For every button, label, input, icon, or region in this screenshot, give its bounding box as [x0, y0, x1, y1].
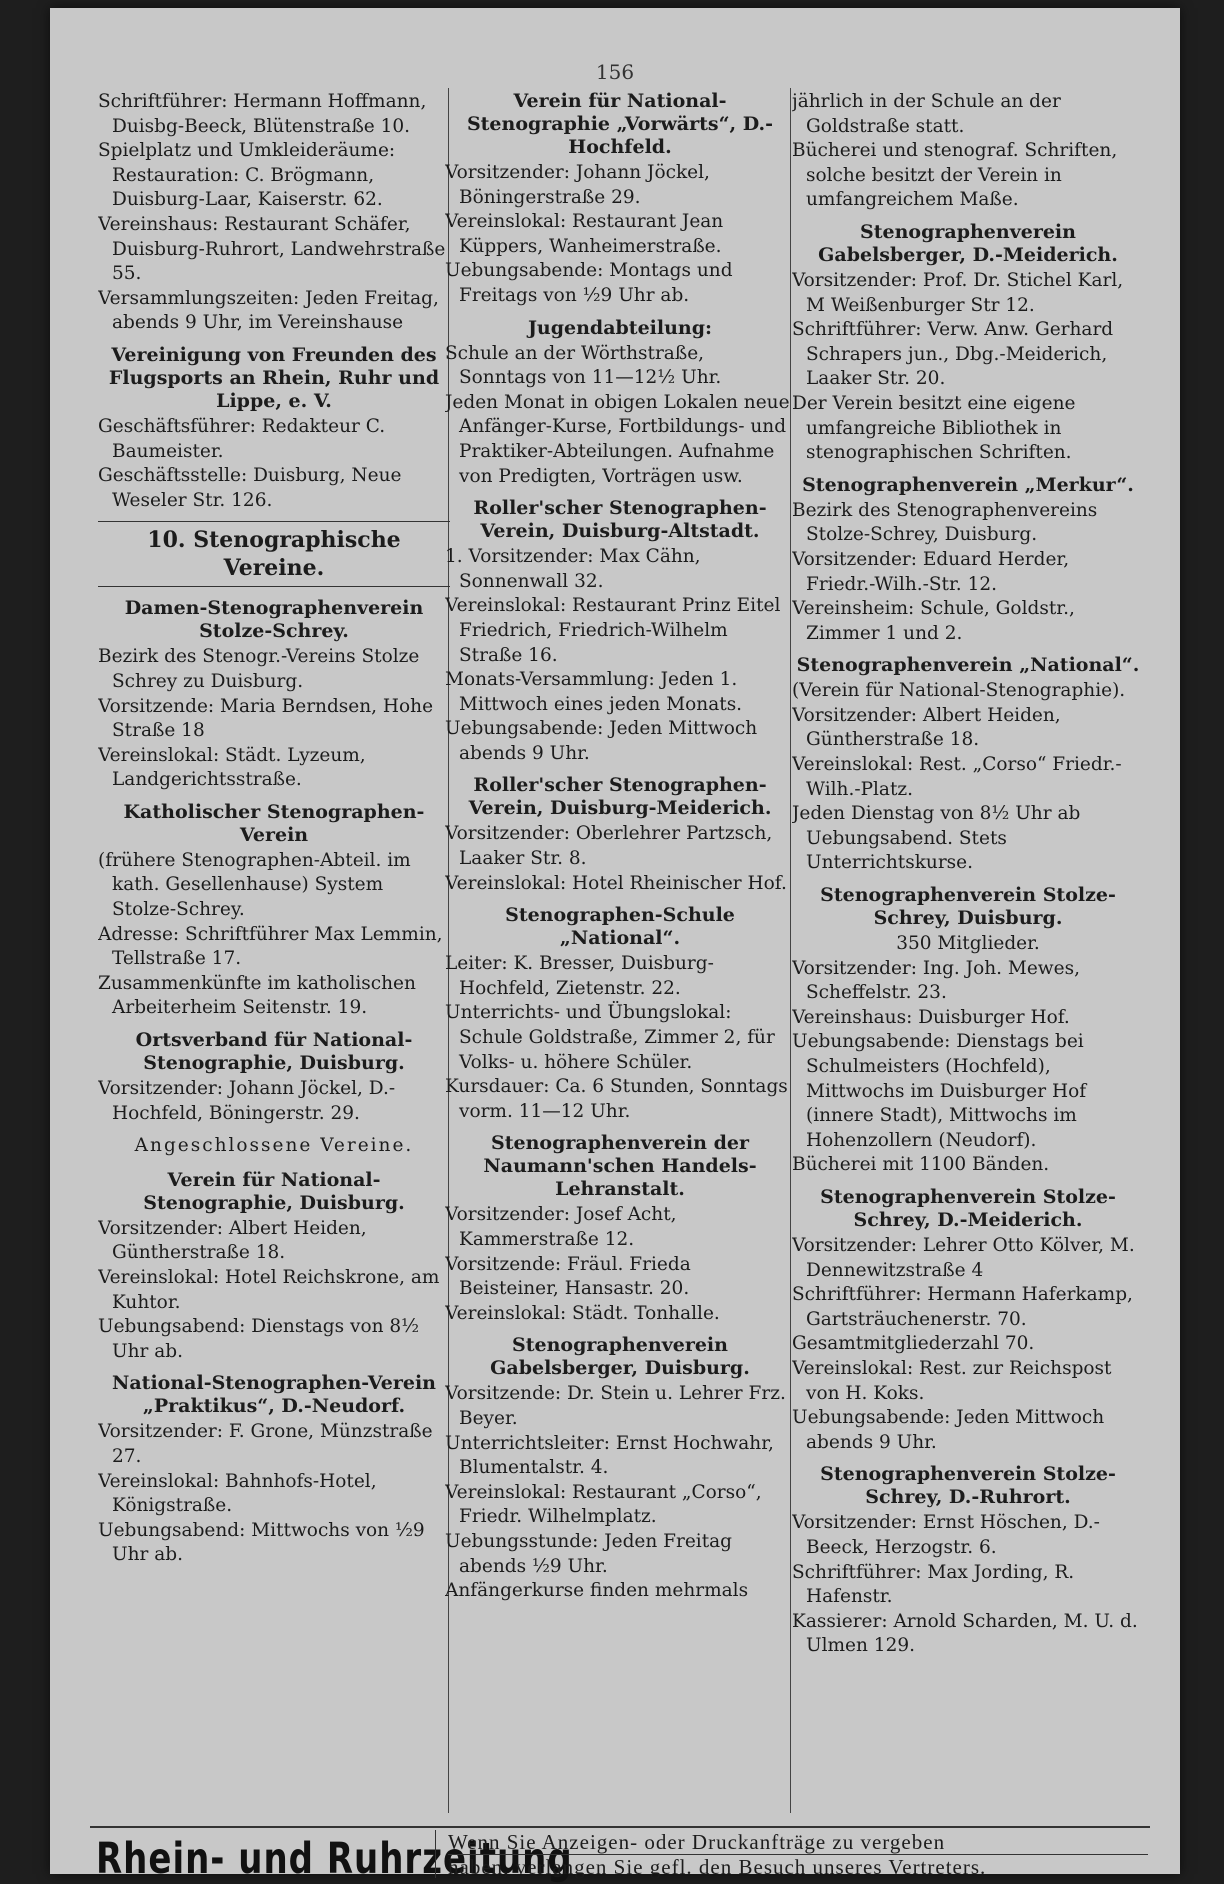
entry-line: Der Verein besitzt eine eigene umfangreiche Bibliothek in stenographischen Schriften. [792, 392, 1076, 464]
entry-heading: Verein für National-Stenographie, Duisburg. [143, 1168, 405, 1214]
directory-entry [445, 497, 795, 766]
entry-line: Gesamtmitgliederzahl 70. [792, 1333, 1035, 1355]
entry-line: Bücherei mit 1100 Bänden. [792, 1154, 1050, 1176]
entry-line: Vorsitzende: Dr. Stein u. Lehrer Frz. Beyer. [445, 1383, 786, 1429]
entry-line: Spielplatz und Umkleideräume: Restauration: C. Brögmann, Duisburg-Laar, Kaiserstr. 62. [98, 140, 396, 211]
directory-entry [445, 904, 795, 1124]
entry-line: Uebungsabende: Montags und Freitags von ½9 Uhr ab. [445, 260, 733, 306]
newspaper-brand: Rhein- und Ruhrzeitung [96, 1834, 573, 1884]
entry-heading: Verein für National-Stenographie „Vorwärts“, D.-Hochfeld. [466, 90, 774, 158]
entry-line: Vereinslokal: Rest. zur Reichspost von H. Koks. [792, 1357, 1112, 1404]
entry-heading: Stenographenverein der Naumann'schen Handels-Lehranstalt. [483, 1132, 757, 1201]
entry-line: Vereinslokal: Städt. Tonhalle. [445, 1302, 720, 1324]
entry-subheading: 350 Mitglieder. [896, 933, 1040, 955]
entry-heading: Jugendabteilung: [527, 316, 713, 339]
entry-line: Zusammenkünfte im katholischen Arbeiterheim Seitenstr. 19. [98, 972, 416, 1019]
directory-entry [445, 774, 795, 896]
directory-entry [445, 317, 795, 490]
directory-entry [98, 1169, 450, 1365]
directory-entry [98, 344, 450, 513]
directory-entry [98, 90, 450, 336]
entry-line: Unterrichts- und Übungslokal: Schule Goldstraße, Zimmer 2, für Volks- u. höhere Schüler. [445, 1002, 775, 1073]
directory-entry [98, 597, 450, 793]
entry-line: Vorsitzende: Maria Berndsen, Hohe Straße 18 [98, 695, 434, 742]
entry-heading: Roller'scher Stenographen-Verein, Duisburg-Altstadt. [473, 497, 767, 543]
entry-line: Uebungsstunde: Jeden Freitag abends ½9 Uhr. [445, 1530, 733, 1577]
entry-line: Kassierer: Arnold Scharden, M. U. d. Ulmen 129. [792, 1610, 1138, 1657]
entry-line: Bezirk des Stenogr.-Vereins Stolze Schrey zu Duisburg. [98, 646, 420, 692]
entry-line: Vorsitzender: Lehrer Otto Kölver, M. Dennewitzstraße 4 [792, 1234, 1135, 1281]
entry-line: Vereinslokal: Hotel Reichskrone, am Kuhtor. [98, 1267, 440, 1313]
entry-line: Vorsitzender: Eduard Herder, Friedr.-Wilh.-Str. 12. [792, 548, 1070, 595]
footer-divider [435, 1830, 436, 1878]
directory-entry [445, 1334, 795, 1603]
column-1 [98, 90, 450, 1820]
entry-line: Uebungsabende: Jeden Mittwoch abends 9 Uhr. [445, 718, 758, 764]
entry-line: Geschäftsstelle: Duisburg, Neue Weseler Str. 126. [98, 465, 402, 511]
entry-line: (frühere Stenographen-Abteil. im kath. Gesellenhause) System Stolze-Schrey. [98, 849, 411, 921]
entry-line: Unterrichtsleiter: Ernst Hochwahr, Blumentalstr. 4. [445, 1432, 774, 1479]
entry-line: (Verein für National-Stenographie). [792, 680, 1126, 702]
directory-entry [98, 801, 450, 1021]
entry-heading: Katholischer Stenographen-Verein [123, 800, 425, 846]
entry-heading: Stenographenverein Stolze-Schrey, Duisburg. [820, 884, 1116, 930]
page-number: 156 [595, 60, 635, 84]
entry-line: Vorsitzender: Albert Heiden, Güntherstraße 18. [792, 704, 1061, 751]
entry-line: Vereinslokal: Rest. „Corso“ Friedr.-Wilh.-Platz. [792, 754, 1122, 800]
entry-line: Schriftführer: Hermann Haferkamp, Gartsträuchenerstr. 70. [792, 1284, 1133, 1330]
entry-line: jährlich in der Schule an der Goldstraße statt. [792, 91, 1061, 137]
entry-line: Geschäftsführer: Redakteur C. Baumeister. [98, 415, 386, 462]
entry-line: Versammlungszeiten: Jeden Freitag, abends 9 Uhr, im Vereinshause [98, 287, 439, 334]
directory-entry [792, 1463, 1144, 1659]
column-2 [445, 90, 795, 1820]
entry-line: Schriftführer: Verw. Anw. Gerhard Schrapers jun., Dbg.-Meiderich, Laaker Str. 20. [792, 319, 1114, 390]
entry-line: Schule an der Wörthstraße, Sonntags von 11—12½ Uhr. [445, 342, 722, 389]
entry-line: Uebungsabende: Dienstags bei Schulmeisters (Hochfeld), Mittwochs im Duisburger Hof (innere Stadt), Mittwochs im Hohenzollern (Neudorf). [792, 1031, 1087, 1151]
entry-line: Vorsitzender: Johann Jöckel, D.-Hochfeld, Böningerstr. 29. [98, 1078, 396, 1124]
entry-line: Vereinslokal: Restaurant Prinz Eitel Friedrich, Friedrich-Wilhelm Straße 16. [445, 595, 781, 666]
entry-heading: Stenographenverein Gabelsberger, Duisburg. [490, 1334, 750, 1380]
entry-line: Schriftführer: Hermann Hoffmann, Duisbg-Beeck, Blütenstraße 10. [98, 91, 427, 137]
entry-line: Kursdauer: Ca. 6 Stunden, Sonntags vorm. 11—12 Uhr. [445, 1076, 788, 1122]
entry-line: Vereinshaus: Restaurant Schäfer, Duisburg-Ruhrort, Landwehrstraße 55. [98, 213, 446, 285]
directory-entry [792, 221, 1144, 466]
directory-entry [445, 1132, 795, 1326]
entry-line: Vorsitzender: Prof. Dr. Stichel Karl, M Weißenburger Str 12. [792, 269, 1124, 316]
entry-line: Uebungsabende: Jeden Mittwoch abends 9 Uhr. [792, 1407, 1105, 1453]
directory-entry [792, 474, 1144, 647]
entry-heading: National-Stenographen-Verein „Praktikus“, D.-Neudorf. [112, 1372, 436, 1418]
entry-line: Vorsitzender: Oberlehrer Partzsch, Laaker Str. 8. [445, 823, 773, 870]
entry-heading: Roller'scher Stenographen-Verein, Duisburg-Meiderich. [468, 774, 772, 820]
entry-line: Vereinslokal: Restaurant Jean Küppers, Wanheimerstraße. [445, 211, 724, 257]
entry-line: Bezirk des Stenographenvereins Stolze-Schrey, Duisburg. [792, 499, 1098, 546]
entry-line: Adresse: Schriftführer Max Lemmin, Tellstraße 17. [98, 923, 443, 970]
entry-line: Uebungsabend: Mittwochs von ½9 Uhr ab. [98, 1519, 425, 1566]
entry-line: Vorsitzender: Albert Heiden, Güntherstraße 18. [98, 1217, 367, 1264]
entry-line: 1. Vorsitzender: Max Cähn, Sonnenwall 32. [445, 546, 701, 592]
entry-line: Vorsitzender: Ernst Höschen, D.-Beeck, Herzogstr. 6. [792, 1512, 1100, 1558]
entry-line: Vereinslokal: Bahnhofs-Hotel, Königstraße. [98, 1470, 377, 1517]
entry-heading: Stenographenverein Stolze-Schrey, D.-Ruhrort. [820, 1463, 1116, 1509]
entry-line: Vorsitzender: Josef Acht, Kammerstraße 12. [445, 1204, 677, 1250]
entry-line: Vereinslokal: Restaurant „Corso“, Friedr. Wilhelmplatz. [445, 1481, 762, 1528]
entry-heading: Stenographen-Schule „National“. [505, 904, 735, 950]
directory-entry [792, 1186, 1144, 1455]
footer-advertisement [90, 1826, 1150, 1882]
entry-line: Schriftführer: Max Jording, R. Hafenstr. [792, 1561, 1075, 1608]
directory-entry [98, 1029, 450, 1126]
subsection-label: Angeschlossene Vereine. [134, 1135, 414, 1157]
entry-line: Vorsitzender: F. Grone, Münzstraße 27. [98, 1421, 433, 1467]
directory-entry [98, 1372, 450, 1568]
entry-line: Vereinslokal: Städt. Lyzeum, Landgerichtsstraße. [98, 744, 366, 791]
entry-heading: Stenographenverein „National“. [796, 654, 1140, 677]
directory-entry [792, 654, 1144, 876]
directory-entry [792, 90, 1144, 213]
entry-heading: Damen-Stenographenverein Stolze-Schrey. [124, 597, 424, 643]
entry-heading: Vereinigung von Freunden des Flugsports an Rhein, Ruhr und Lippe, e. V. [108, 343, 440, 412]
entry-line: Monats-Versammlung: Jeden 1. Mittwoch eines jeden Monats. [445, 669, 743, 715]
entry-heading: Ortsverband für National-Stenographie, Duisburg. [135, 1029, 413, 1075]
footer-ad-line-2: haben, verlangen Sie gefl. den Besuch unseres Vertreters. [448, 1855, 987, 1879]
entry-line: Leiter: K. Bresser, Duisburg-Hochfeld, Zietenstr. 22. [445, 953, 714, 999]
entry-line: Jeden Dienstag von 8½ Uhr ab Uebungsabend. Stets Unterrichtskurse. [792, 803, 1081, 874]
footer-ad-line-1: Wenn Sie Anzeigen- oder Druckanfträge zu vergeben [448, 1830, 1148, 1855]
entry-heading: Stenographenverein „Merkur“. [802, 473, 1134, 496]
entry-heading: Stenographenverein Gabelsberger, D.-Meiderich. [818, 220, 1118, 266]
entry-heading: Stenographenverein Stolze-Schrey, D.-Meiderich. [820, 1185, 1116, 1231]
entry-line: Vorsitzender: Ing. Joh. Mewes, Scheffelstr. 23. [792, 957, 1080, 1004]
column-3 [792, 90, 1144, 1820]
entry-line: Vereinsheim: Schule, Goldstr., Zimmer 1 und 2. [792, 598, 1075, 644]
entry-line: Vorsitzende: Fräul. Frieda Beisteiner, Hansastr. 20. [445, 1253, 691, 1300]
entry-line: Uebungsabend: Dienstags von 8½ Uhr ab. [98, 1316, 420, 1362]
entry-line: Vorsitzender: Johann Jöckel, Böningerstraße 29. [445, 162, 710, 208]
section-heading: 10. Stenographische Vereine. [98, 521, 450, 587]
directory-entry [792, 884, 1144, 1178]
entry-line: Vereinslokal: Hotel Rheinischer Hof. [445, 872, 787, 894]
directory-entry [445, 90, 795, 309]
entry-line: Jeden Monat in obigen Lokalen neue Anfänger-Kurse, Fortbildungs- und Praktiker-Abteilungen. Aufnahme von Predigten, Vorträgen usw. [445, 391, 790, 487]
footer-ad-text [448, 1830, 1148, 1879]
entry-line: Bücherei und stenograf. Schriften, solche besitzt der Verein in umfangreichem Maße. [792, 140, 1118, 211]
entry-line: Vereinshaus: Duisburger Hof. [792, 1006, 1070, 1028]
scanned-page [50, 8, 1180, 1884]
entry-line: Anfängerkurse finden mehrmals [445, 1580, 749, 1602]
